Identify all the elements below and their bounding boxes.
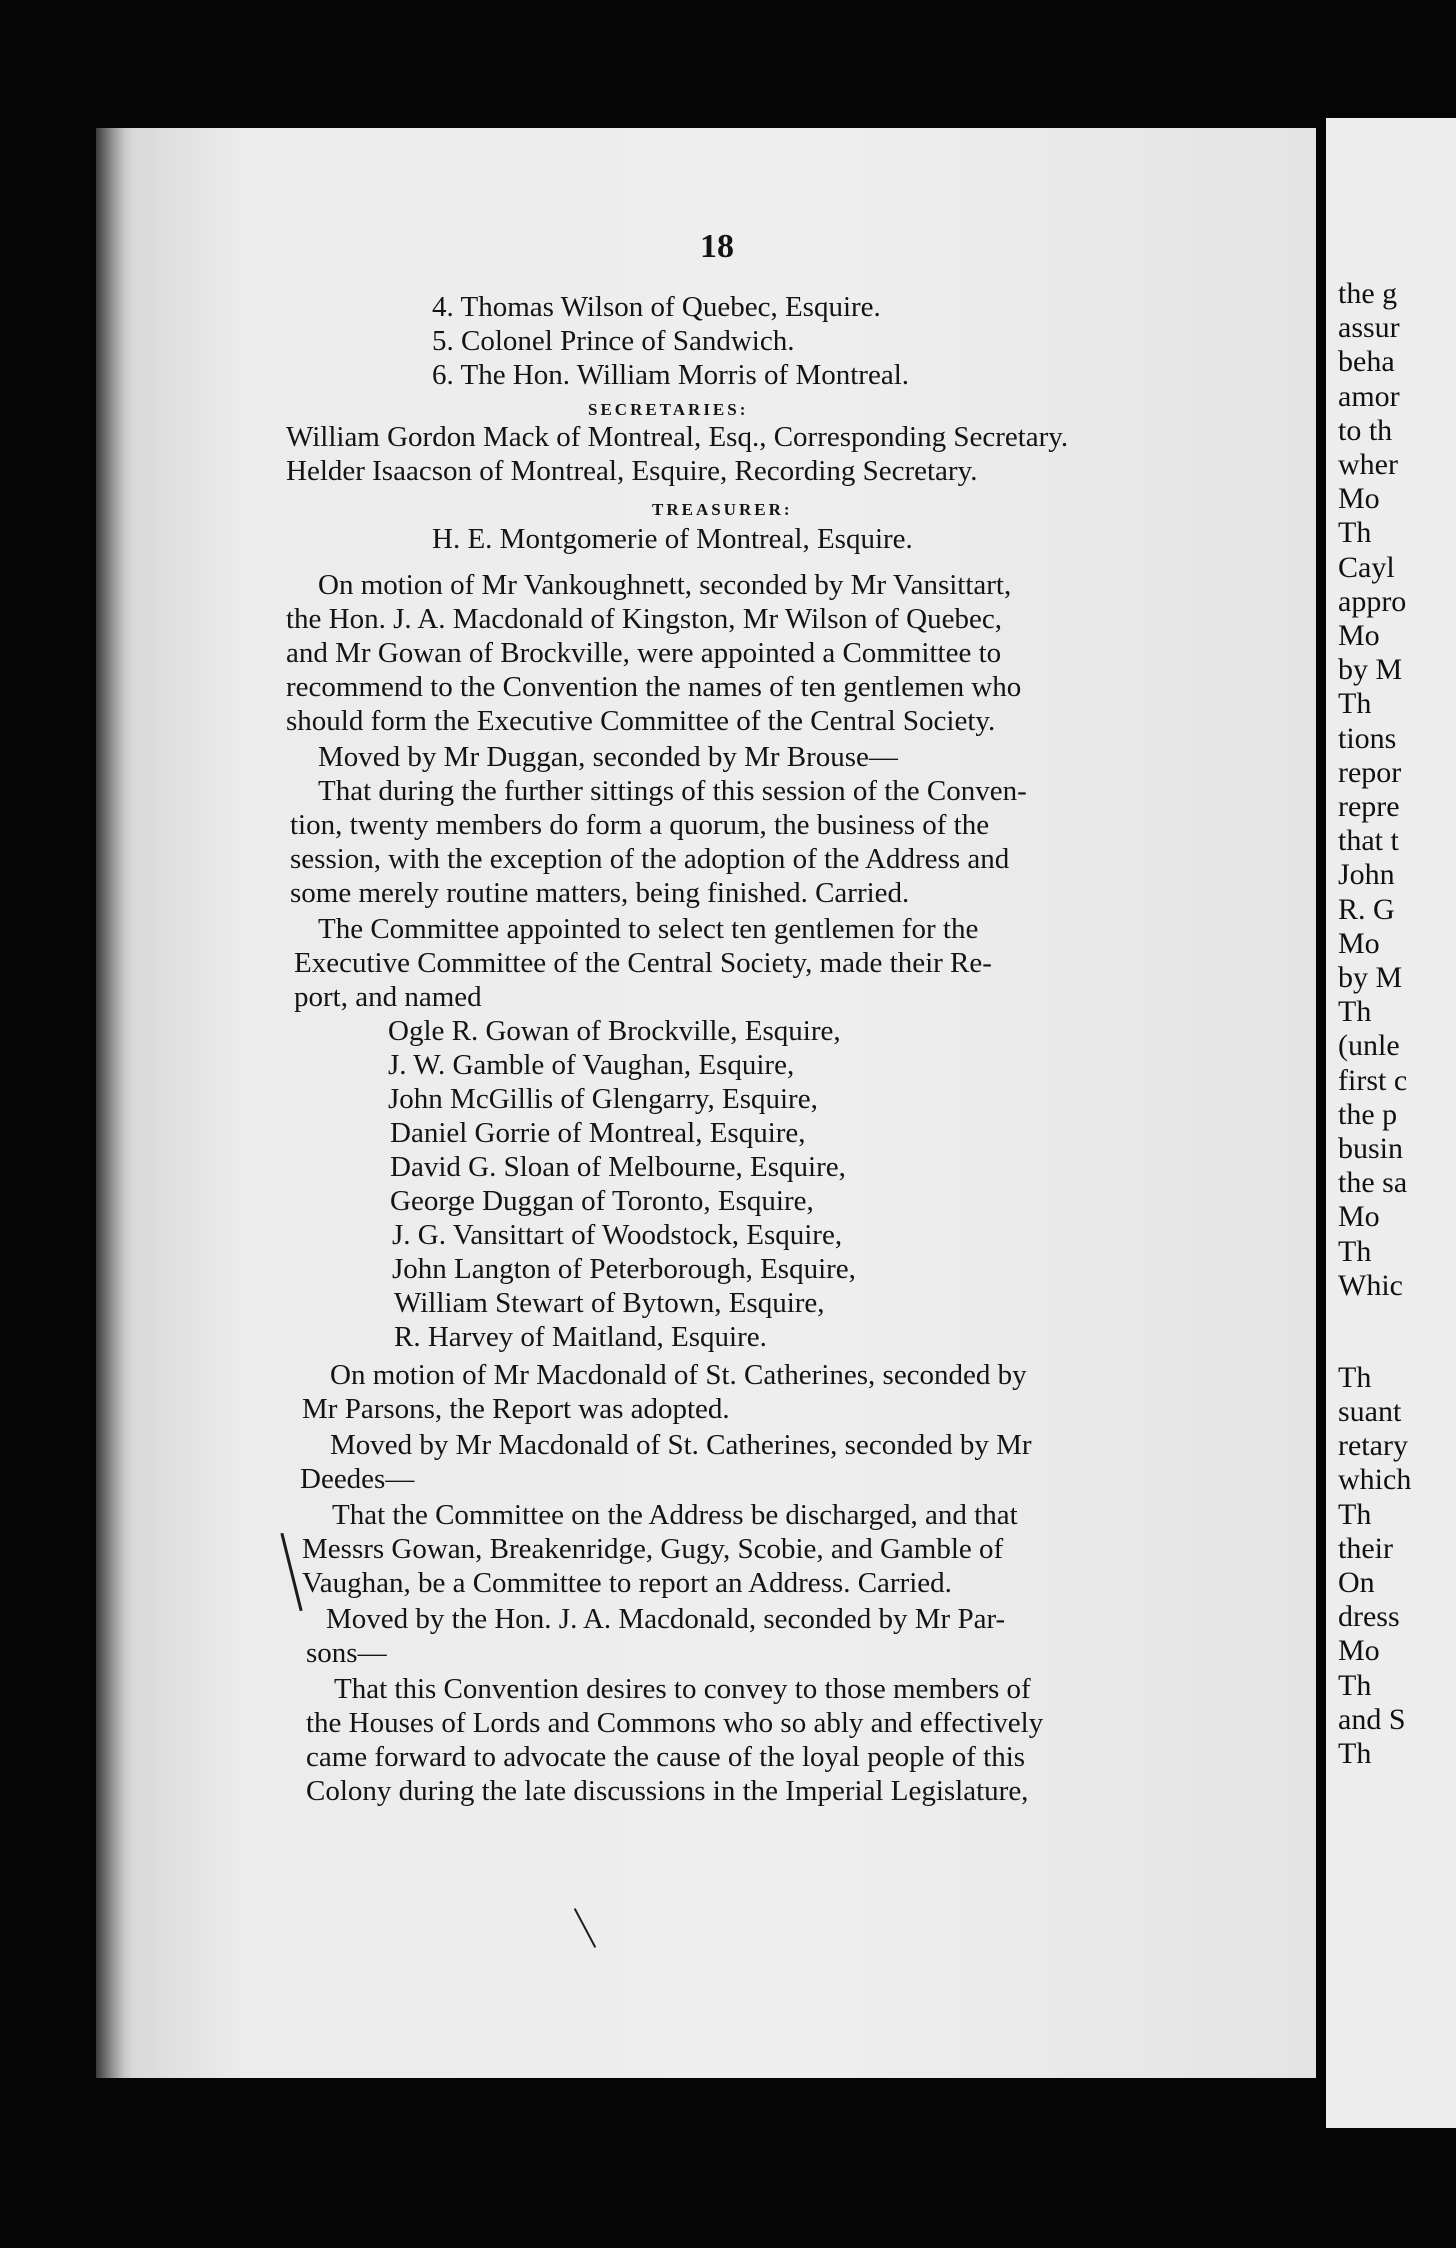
facing-page-line-fragment: the sa (1338, 1166, 1408, 1200)
facing-page-line-fragment: suant (1338, 1395, 1402, 1428)
body-line: Moved by Mr Duggan, seconded by Mr Brouse— (318, 741, 898, 773)
body-line: session, with the exception of the adoption of the Address and (290, 843, 1010, 875)
body-line: Moved by the Hon. J. A. Macdonald, seconded by Mr Par- (326, 1603, 1006, 1635)
facing-page-line-fragment: beha (1338, 345, 1395, 379)
facing-page-line-fragment: repre (1338, 790, 1400, 823)
facing-page-line-fragment: assur (1338, 311, 1400, 345)
facing-page-line-fragment: retary (1338, 1429, 1408, 1463)
facing-page-line-fragment: that t (1338, 824, 1399, 858)
named-list-item: John Langton of Peterborough, Esquire, (392, 1253, 856, 1285)
facing-page-line-fragment: Whic (1338, 1268, 1403, 1302)
body-line: Moved by Mr Macdonald of St. Catherines, seconded by Mr (330, 1429, 1032, 1461)
body-line: recommend to the Convention the names of ten gentlemen who (286, 671, 1022, 703)
page-number: 18 (700, 228, 734, 265)
facing-page-fragment (1326, 118, 1456, 2128)
facing-page-line-fragment: Mo (1338, 619, 1380, 652)
facing-page-line-fragment: Th (1338, 1234, 1372, 1268)
facing-page-line-fragment: Mo (1338, 1634, 1380, 1668)
treasurer-heading: TREASURER: (652, 500, 793, 519)
officer-line: 4. Thomas Wilson of Quebec, Esquire. (432, 291, 881, 323)
facing-page-line-fragment: Mo (1338, 926, 1380, 960)
body-line: and Mr Gowan of Brockville, were appointed a Committee to (286, 637, 1002, 669)
facing-page-line-fragment: the g (1338, 277, 1398, 310)
facing-page-line-fragment: Th (1338, 687, 1372, 721)
secretary-line: William Gordon Mack of Montreal, Esq., Corresponding Secretary. (286, 421, 1069, 453)
facing-page-line-fragment: John (1338, 858, 1395, 892)
facing-page-line-fragment: busin (1338, 1132, 1404, 1165)
facing-page-line-fragment: by M (1338, 653, 1403, 687)
facing-page-line-fragment: their (1338, 1531, 1393, 1565)
body-line: tion, twenty members do form a quorum, the business of the (290, 809, 990, 841)
facing-page-line-fragment: R. G (1338, 892, 1395, 926)
facing-page-line-fragment: Th (1338, 1737, 1372, 1770)
body-line: Vaughan, be a Committee to report an Address. Carried. (302, 1567, 952, 1599)
facing-page-line-fragment: tions (1338, 721, 1397, 755)
facing-page-line-fragment: repor (1338, 755, 1402, 789)
facing-page-line-fragment: wher (1338, 448, 1398, 481)
body-line: Executive Committee of the Central Society, made their Re- (294, 947, 992, 979)
body-line: That during the further sittings of this session of the Conven- (318, 775, 1027, 807)
facing-page-line-fragment: and S (1338, 1702, 1406, 1736)
body-line: sons— (306, 1637, 387, 1669)
facing-page-line-fragment: which (1338, 1463, 1412, 1497)
body-line: On motion of Mr Macdonald of St. Catherines, seconded by (330, 1359, 1027, 1391)
body-line: some merely routine matters, being finished. Carried. (290, 877, 910, 909)
facing-page-line-fragment: Mo (1338, 482, 1380, 516)
treasurer-line: H. E. Montgomerie of Montreal, Esquire. (432, 523, 913, 555)
facing-page-line-fragment: (unle (1338, 1029, 1400, 1063)
named-list-item: William Stewart of Bytown, Esquire, (394, 1287, 825, 1319)
facing-page-line-fragment: to th (1338, 413, 1393, 447)
named-list-item: Ogle R. Gowan of Brockville, Esquire, (388, 1015, 841, 1047)
named-list-item: John McGillis of Glengarry, Esquire, (388, 1083, 818, 1115)
officer-line: 6. The Hon. William Morris of Montreal. (432, 359, 909, 391)
body-line: the Hon. J. A. Macdonald of Kingston, Mr Wilson of Quebec, (286, 603, 1002, 635)
body-line: That this Convention desires to convey to those members of (334, 1673, 1031, 1705)
named-list-item: George Duggan of Toronto, Esquire, (390, 1185, 814, 1217)
body-line: Colony during the late discussions in the Imperial Legislature, (306, 1775, 1029, 1807)
body-line: Mr Parsons, the Report was adopted. (302, 1393, 730, 1425)
facing-page-line-fragment: Cayl (1338, 550, 1395, 584)
facing-page-line-fragment: dress (1338, 1600, 1400, 1634)
facing-page-line-fragment: On (1338, 1566, 1375, 1599)
facing-page-line-fragment: Mo (1338, 1200, 1380, 1234)
facing-page-line-fragment: Th (1338, 995, 1372, 1029)
facing-page-line-fragment: first c (1338, 1063, 1408, 1097)
named-list-item: J. W. Gamble of Vaughan, Esquire, (388, 1049, 795, 1081)
secretary-line: Helder Isaacson of Montreal, Esquire, Recording Secretary. (286, 455, 978, 487)
named-list-item: J. G. Vansittart of Woodstock, Esquire, (392, 1219, 843, 1251)
secretaries-heading: SECRETARIES: (588, 400, 749, 419)
body-line: port, and named (294, 981, 482, 1013)
officer-line: 5. Colonel Prince of Sandwich. (432, 325, 795, 357)
body-line: That the Committee on the Address be discharged, and that (332, 1499, 1018, 1531)
facing-page-line-fragment: Th (1338, 516, 1372, 550)
body-line: Messrs Gowan, Breakenridge, Gugy, Scobie, and Gamble of (302, 1533, 1004, 1565)
body-line: should form the Executive Committee of the Central Society. (286, 705, 996, 737)
facing-page-line-fragment: Th (1338, 1360, 1372, 1394)
facing-page-line-fragment: the p (1338, 1097, 1398, 1131)
facing-page-line-fragment: Th (1338, 1497, 1372, 1531)
facing-page-line-fragment: Th (1338, 1668, 1372, 1702)
body-line: Deedes— (300, 1463, 415, 1495)
body-line: On motion of Mr Vankoughnett, seconded by Mr Vansittart, (318, 569, 1012, 601)
named-list-item: Daniel Gorrie of Montreal, Esquire, (390, 1117, 806, 1149)
facing-page-line-fragment: amor (1338, 379, 1400, 413)
body-line: The Committee appointed to select ten gentlemen for the (318, 913, 979, 945)
facing-page-line-fragment: appro (1338, 584, 1407, 618)
facing-page-line-fragment: by M (1338, 961, 1403, 994)
body-line: came forward to advocate the cause of the loyal people of this (306, 1741, 1026, 1773)
body-line: the Houses of Lords and Commons who so ably and effectively (306, 1707, 1044, 1739)
page-edge-shadow (96, 128, 126, 2078)
named-list-item: David G. Sloan of Melbourne, Esquire, (390, 1151, 846, 1183)
named-list-item: R. Harvey of Maitland, Esquire. (394, 1321, 767, 1353)
